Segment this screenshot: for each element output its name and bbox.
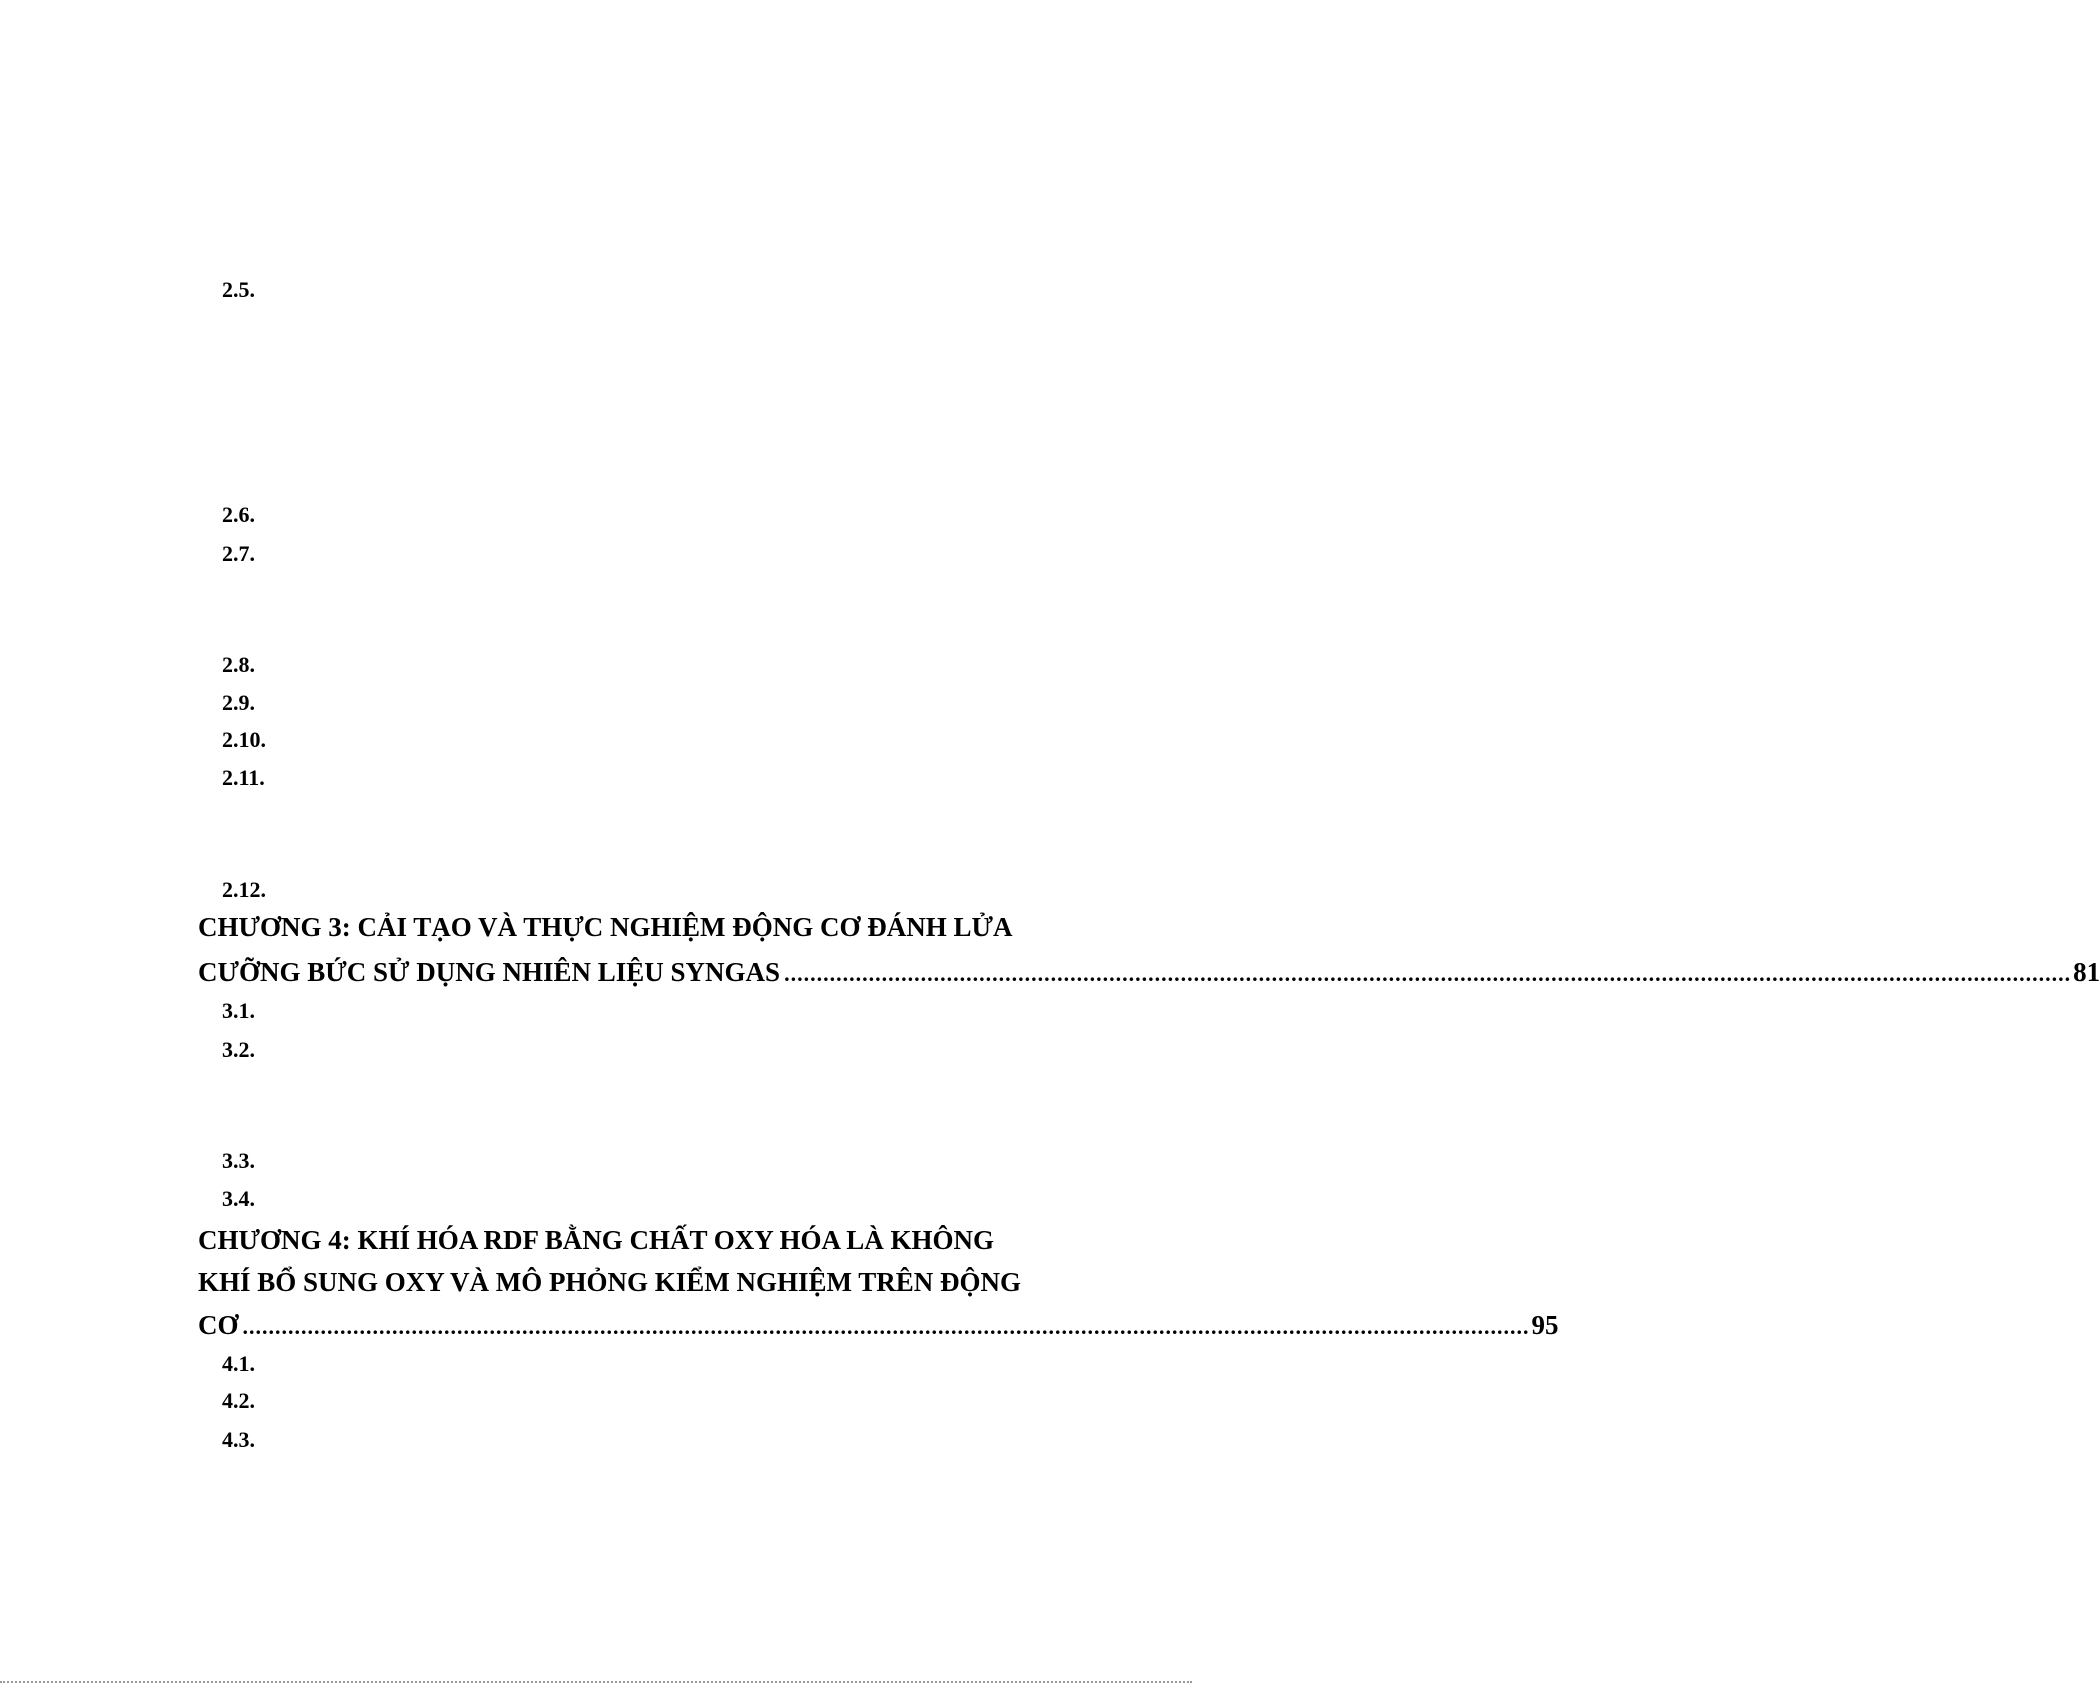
page-bottom-edge <box>0 1681 1192 1683</box>
toc-section-number: 4.3. <box>222 1427 255 1452</box>
toc-chapter-4-line-1: CHƯƠNG 4: KHÍ HÓA RDF BẰNG CHẤT OXY HÓA LÀ KHÔNG <box>198 1225 995 1255</box>
toc-section-number: 2.9. <box>222 690 255 715</box>
toc-chapter-3-page-number: 81 <box>2073 957 2100 987</box>
toc-section-number: 2.6. <box>222 502 255 527</box>
toc-section-number: 2.10. <box>222 727 266 752</box>
toc-section-number: 4.2. <box>222 1388 255 1413</box>
toc-section-number: 4.1. <box>222 1351 255 1376</box>
toc-section-number: 2.7. <box>222 541 255 566</box>
toc-chapter-4-title-end: CƠ <box>198 1310 239 1340</box>
toc-section-number: 2.12. <box>222 877 266 902</box>
toc-section-number: 3.4. <box>222 1186 255 1211</box>
toc-chapter-3-title-end: CƯỠNG BỨC SỬ DỤNG NHIÊN LIỆU SYNGAS <box>198 957 781 987</box>
toc-section-number: 2.5. <box>222 277 255 302</box>
toc-leader-dots: ...................................................................................................................................................................................................... <box>784 961 2072 986</box>
toc-section-number: 3.3. <box>222 1148 255 1173</box>
toc-section-number: 2.11. <box>222 765 265 790</box>
toc-leader-dots: ...................................................................................................................................................................................................... <box>242 1314 1530 1339</box>
toc-chapter-3-line-1: CHƯƠNG 3: CẢI TẠO VÀ THỰC NGHIỆM ĐỘNG CƠ ĐÁNH LỬA <box>198 912 1013 942</box>
toc-chapter-4-line-3 <box>198 1309 1559 1343</box>
toc-section-number: 3.2. <box>222 1037 255 1062</box>
toc-chapter-4-line-2: KHÍ BỔ SUNG OXY VÀ MÔ PHỎNG KIỂM NGHIỆM TRÊN ĐỘNG <box>198 1267 1022 1297</box>
toc-section-number: 2.8. <box>222 652 255 677</box>
toc-section-number: 3.1. <box>222 998 255 1023</box>
toc-chapter-3-line-2 <box>198 956 2100 990</box>
toc-chapter-4-page-number: 95 <box>1531 1310 1559 1340</box>
